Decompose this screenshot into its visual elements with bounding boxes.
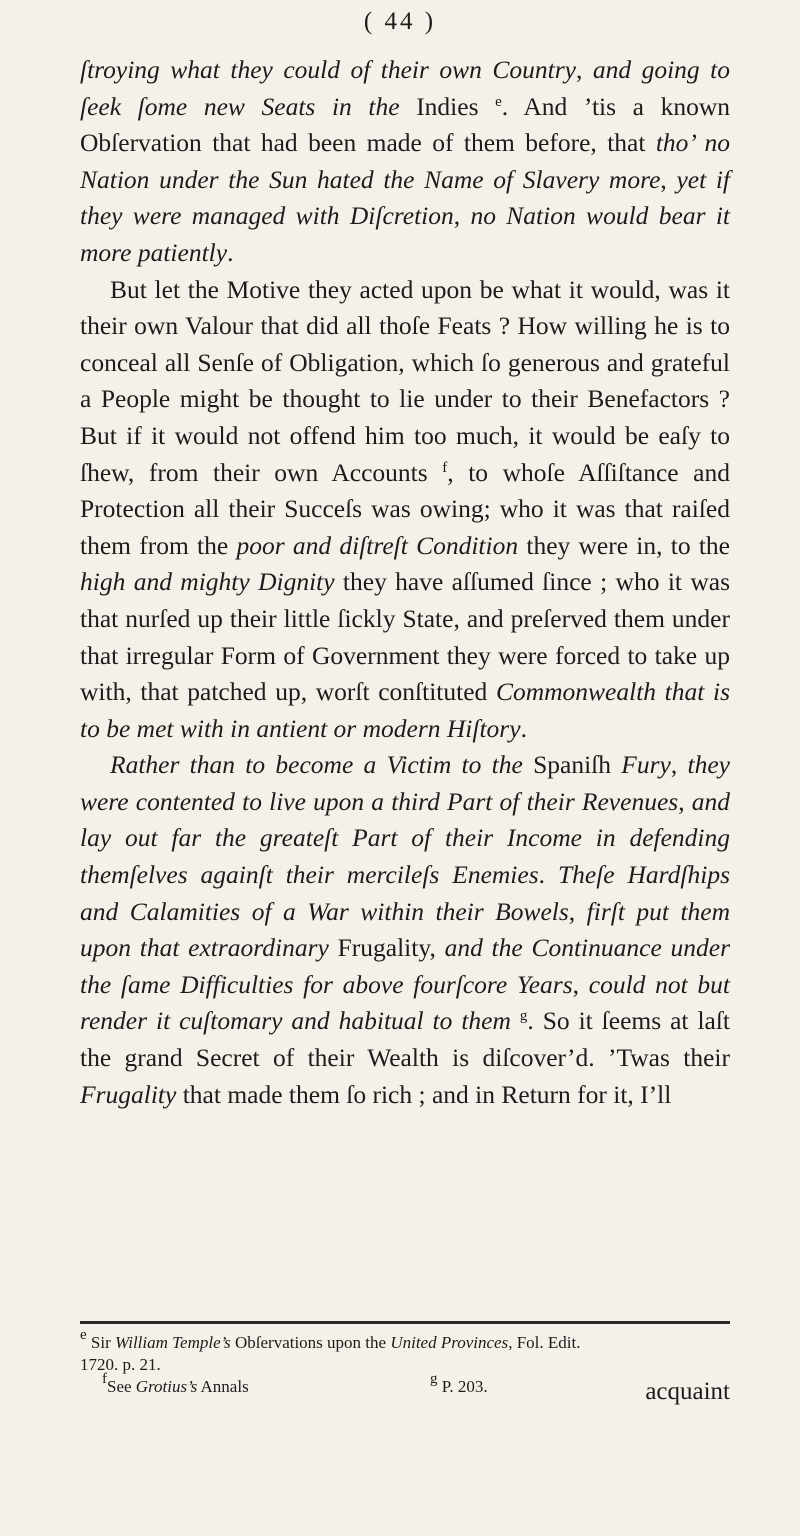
italic-run: poor and diſtreſt Condition — [236, 530, 519, 560]
italic-run: and lay out far the greateſt Part of their Income in defending themſelves againſt their mercileſs Enemies — [80, 786, 731, 890]
italic-run: they were contented to live upon a third Part of their Revenues — [80, 750, 731, 816]
italic-run: Frugality — [80, 1079, 177, 1109]
text-run: , — [568, 896, 587, 926]
footnote-e-text: Sir — [86, 1333, 116, 1352]
text-run: they were in, to the — [518, 530, 730, 560]
footnote-f-author: Grotius’s — [135, 1377, 198, 1396]
text-run: Frugality, — [328, 933, 445, 963]
text-run: , to whoſe Aſſiſtance and Protection all their Succeſs was owing; who it was that raiſed them from the — [80, 457, 731, 560]
italic-run: Rather than to become a Victim to the — [110, 750, 523, 780]
text-run: . — [520, 713, 527, 743]
text-run: , — [572, 969, 589, 999]
footnote-f-mark: f — [102, 1371, 107, 1387]
paragraph-2 — [80, 272, 730, 748]
text-run: , — [670, 750, 688, 780]
page-number: ( 44 ) — [363, 8, 437, 35]
footnote-e-line-2: 1720. p. 21. — [80, 1355, 161, 1374]
footnote-g-text: P. 203. — [437, 1377, 488, 1396]
italic-run: firſt put them upon that extraordinary — [80, 896, 731, 963]
paragraph-1 — [80, 52, 730, 272]
footnote-e-author: William Temple’s — [115, 1333, 231, 1352]
footnote-f — [80, 1371, 249, 1398]
text-run: . — [227, 237, 234, 267]
italic-run: and going to ſeek ſome new Seats in the — [80, 55, 730, 121]
italic-run: Theſe Hardſhips and Calamities of a War within their Bowels — [80, 860, 730, 926]
text-run: Spaniſh — [522, 750, 622, 780]
footnote-g-mark: g — [430, 1371, 438, 1387]
italic-run: high and mighty Dignity — [80, 567, 335, 597]
text-run: they have aſſumed ſince ; who it was that nurſed up their little ſickly State, and preſerved them under that irregular Form of Government they were forced to take up with, that patched up, worſt conſtituted — [80, 567, 730, 707]
text-run: that made them ſo rich ; and in Return for it, I’ll — [176, 1079, 672, 1109]
italic-run: could not but render it cuſtomary and habitual to them — [80, 969, 731, 1036]
text-run: , — [576, 55, 593, 84]
paragraph-3 — [80, 747, 730, 1113]
footnote-e-mark: e — [80, 1327, 87, 1343]
italic-run: no Nation would bear it more patiently — [80, 201, 730, 267]
catchword: acquaint — [645, 1378, 730, 1405]
footnote-e-work: United Provinces — [390, 1333, 509, 1352]
text-run — [511, 1006, 520, 1035]
italic-run: ſtroying what they could of their own Country — [80, 55, 576, 84]
footnote-f-text-2: Annals — [197, 1377, 249, 1396]
footnote-e — [80, 1327, 730, 1354]
italic-run: Fury — [621, 750, 671, 780]
body-text — [80, 52, 730, 1113]
italic-run: Commonwealth that is to be met with in antient or modern Hiſtory — [80, 677, 731, 743]
italic-run: yet if they were managed with Diſcretion — [80, 164, 730, 231]
text-run: , — [678, 786, 692, 816]
footnote-marker: f — [442, 459, 448, 476]
text-run: . — [538, 860, 558, 890]
footnote-e-text-3: , Fol. Edit. — [508, 1333, 581, 1352]
footnote-f-text: See — [107, 1377, 136, 1396]
footnote-row-fg — [80, 1371, 730, 1398]
footnotes — [80, 1327, 730, 1398]
text-run: Indies — [399, 91, 496, 121]
text-run: . So it ſeems at laſt the grand Secret of their Wealth is diſcover’d. ’Twas their — [80, 1006, 731, 1073]
italic-run: and the Continuance under the ſame Difficulties for above fourſcore Years — [80, 933, 730, 999]
footnote-marker: g — [519, 1008, 528, 1025]
text-run: But let the Motive they acted upon be what it would, was it their own Valour that did all thoſe Feats ? How willing he is to conceal all Senſe of Obligation, which ſo generous and grateful a People might be thought to lie under to their Benefactors ? But if it would not offend him too much, it would be eaſy to ſhew, from their own Accounts — [80, 274, 730, 487]
footnote-e-text-2: Obſervations upon the — [230, 1333, 391, 1352]
text-run: , — [453, 201, 471, 231]
text-run: . And ’tis a known Obſervation that had been made of them before, that — [80, 91, 730, 158]
text-run: , — [660, 164, 677, 194]
italic-run: tho’ no Nation under the Sun hated the Name of Slavery more — [80, 128, 731, 194]
footnote-marker: e — [495, 93, 502, 110]
footnote-rule — [80, 1321, 730, 1324]
